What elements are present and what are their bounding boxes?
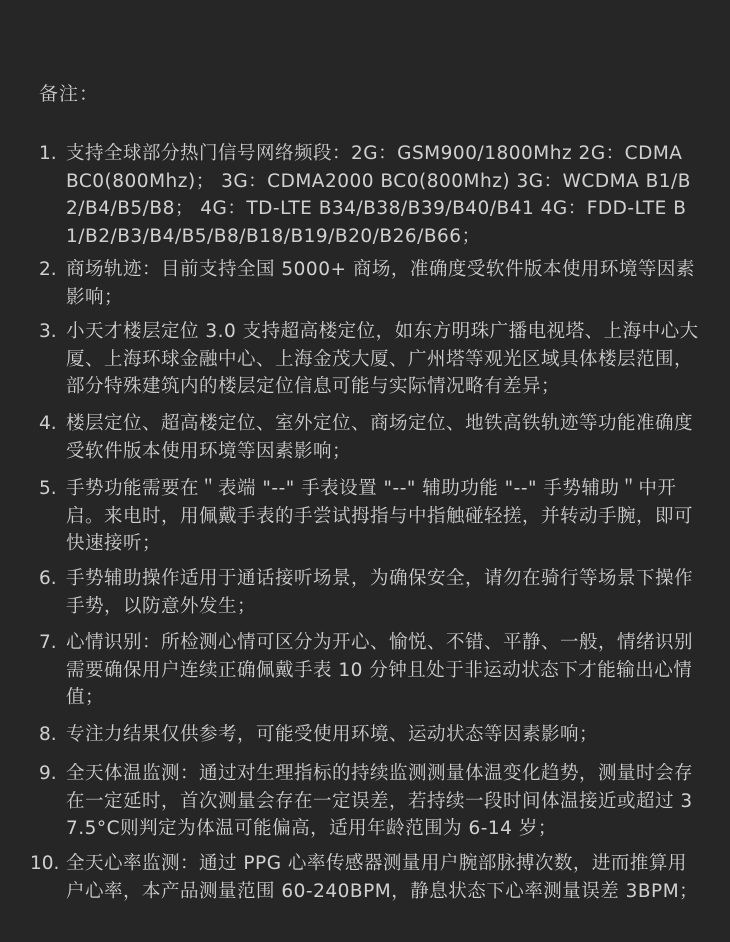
note-number: 9. xyxy=(39,763,57,784)
note-number: 6. xyxy=(39,568,57,589)
note-text: 支持全球部分热门信号网络频段：2G：GSM900/1800Mhz 2G：CDMA BC0(800Mhz)； 3G：CDMA2000 BC0(800Mhz) 3G：WCDMA B1/B2/B4/B5/B8； 4G：TD-LTE B34/B38/B39/B40/B41 4G：FDD-LTE B1/B2/B3/B4/B5/B8/B18/B19/B20/B26/B66； xyxy=(66,143,691,247)
note-number: 3. xyxy=(39,321,57,342)
note-text: 专注力结果仅供参考，可能受使用环境、运动状态等因素影响； xyxy=(66,724,599,745)
note-number: 1. xyxy=(39,143,57,164)
note-number: 5. xyxy=(39,478,57,499)
note-text: 小天才楼层定位 3.0 支持超高楼定位，如东方明珠广播电视塔、上海中心大厦、上海环球金融中心、上海金茂大厦、广州塔等观光区域具体楼层范围，部分特殊建筑内的楼层定位信息可能与实际情况略有差异； xyxy=(66,321,699,397)
note-number: 2. xyxy=(39,259,57,280)
note-text: 手势辅助操作适用于通话接听场景，为确保安全，请勿在骑行等场景下操作手势，以防意外发生； xyxy=(66,568,694,617)
note-text: 手势功能需要在＂表端 "--" 手表设置 "--" 辅助功能 "--" 手势辅助＂中开启。来电时，用佩戴手表的手尝试拇指与中指触碰轻搓，并转动手腕，即可快速接听； xyxy=(66,478,694,554)
note-number: 4. xyxy=(39,413,57,434)
note-text: 心情识别：所检测心情可区分为开心、愉悦、不错、平静、一般，情绪识别需要确保用户连续正确佩戴手表 10 分钟且处于非运动状态下才能输出心情值； xyxy=(66,632,694,708)
note-text: 全天体温监测：通过对生理指标的持续监测测量体温变化趋势，测量时会存在一定延时，首次测量会存在一定误差，若持续一段时间体温接近或超过 37.5°C则判定为体温可能偏高，适用年龄范围为 6-14 岁； xyxy=(66,763,694,839)
note-text: 商场轨迹：目前支持全国 5000+ 商场，准确度受软件版本使用环境等因素影响； xyxy=(66,259,695,308)
note-number: 7. xyxy=(39,632,57,653)
note-number: 8. xyxy=(39,724,57,745)
notes-heading: 备注： xyxy=(39,83,100,105)
note-text: 楼层定位、超高楼定位、室外定位、商场定位、地铁高铁轨迹等功能准确度受软件版本使用环境等因素影响； xyxy=(66,413,694,462)
note-number: 10. xyxy=(30,853,60,874)
note-text: 全天心率监测：通过 PPG 心率传感器测量用户腕部脉搏次数，进而推算用户心率，本产品测量范围 60-240BPM，静息状态下心率测量误差 3BPM； xyxy=(66,853,699,902)
